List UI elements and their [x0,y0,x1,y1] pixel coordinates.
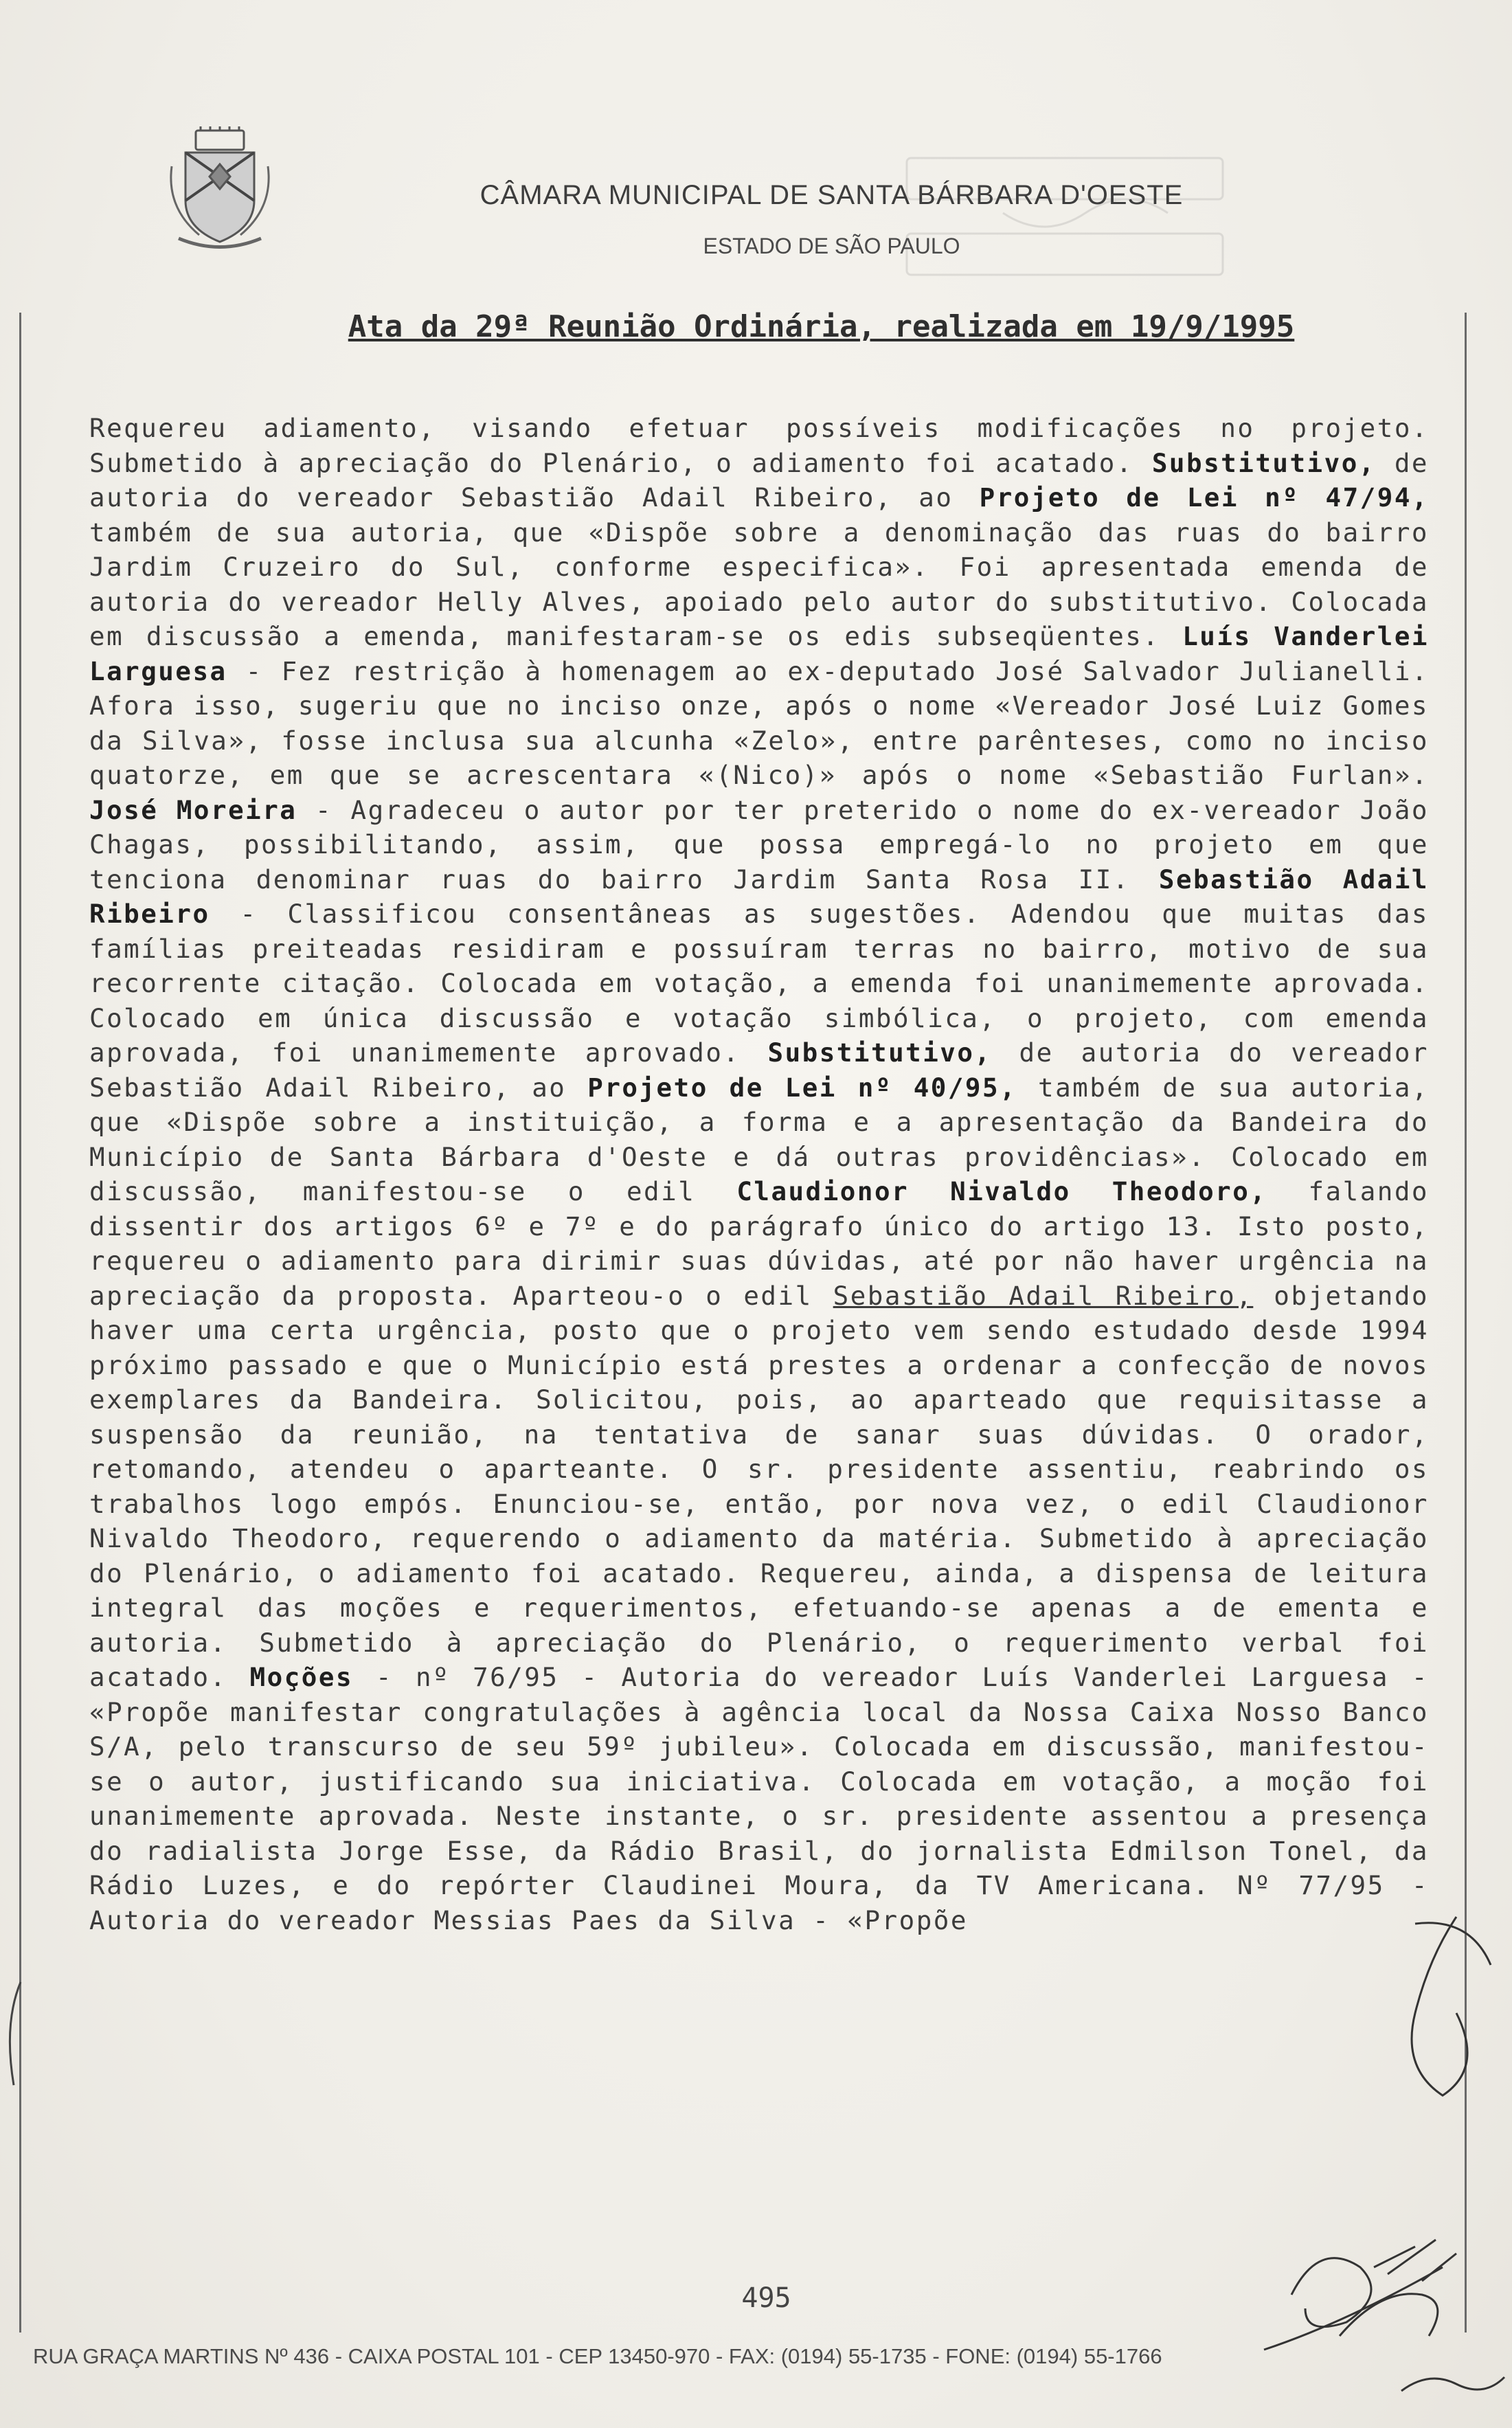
handwritten-signature-icon [1250,1910,1512,2428]
minutes-body [89,411,1429,1937]
stamp-ghost-mark [893,131,1237,302]
speaker-name: Sebastião Adail Ribeiro [89,864,1429,929]
institution-state: ESTADO DE SÃO PAULO [703,234,960,258]
text-segment: também de sua autoria, que «Dispõe sobre a denominação das ruas do bairro Jardim Cruzeiro do Sul, conforme especifica». Foi apresentada emenda de autoria do vereador Helly Alves, apoiado pelo autor do substitutivo. Colocada em discussão a emenda, manifestaram-se os edis subseqüentes. [89,517,1429,651]
bold-term: Projeto de Lei nº 40/95, [587,1072,1017,1103]
text-segment: de autoria do vereador Sebastião Adail Ribeiro, ao [89,447,1429,513]
bold-term: Substitutivo, [767,1037,992,1068]
text-segment: - Classificou consentâneas as sugestões. Adendou que muitas das famílias preiteadas residiram e possuíram terras no bairro, motivo de sua recorrente citação. Colocada em votação, a emenda foi unanimemente aprovada. Colocado em única discussão e votação simbólica, o projeto, com emenda aprovada, foi unanimemente aprovado. [89,899,1429,1068]
text-segment: de autoria do vereador Sebastião Adail Ribeiro, ao [89,1037,1429,1103]
bold-term: Moções [249,1662,354,1692]
institution-name: CÂMARA MUNICIPAL DE SANTA BÁRBARA D'OESTE [479,180,1184,210]
page-number: 495 [741,2282,791,2314]
text-segment: - Agradeceu o autor por ter preterido o nome do ex-vereador João Chagas, possibilitando, assim, que possa empregá-lo no projeto em que tenciona denominar ruas do bairro Jardim Santa Rosa II. [89,794,1429,895]
text-segment: Requereu adiamento, visando efetuar possíveis modificações no projeto. Submetido à apreciação do Plenário, o adiamento foi acatado. [89,413,1429,478]
text-segment: - nº 76/95 - Autoria do vereador Luís Vanderlei Larguesa - «Propõe manifestar congratulações à agência local da Nossa Caixa Nosso Banco S/A, pelo transcurso de seu 59º jubileu». Colocada em discussão, manifestou-se o autor, justificando sua iniciativa. Colocada em votação, a moção foi unanimemente aprovada. Neste instante, o sr. presidente assentou a presença do radialista Jorge Esse, da Rádio Brasil, do jornalista Edmilson Tonel, da Rádio Luzes, e do repórter Claudinei Moura, da TV Americana. Nº 77/95 - Autoria do vereador Messias Paes da Silva - «Propõe [89,1662,1429,1935]
text-segment: - Fez restrição à homenagem ao ex-deputado José Salvador Julianelli. Afora isso, sugeriu que no inciso onze, após o nome «Vereador José Luiz Gomes da Silva», fosse inclusa sua alcunha «Zelo», entre parênteses, como no inciso quatorze, em que se acrescentara «(Nico)» após o nome «Sebastião Furlan». [89,655,1429,790]
underlined-name: Sebastião Adail Ribeiro, [833,1280,1254,1311]
footer-address: RUA GRAÇA MARTINS Nº 436 - CAIXA POSTAL 101 - CEP 13450-970 - FAX: (0194) 55-1735 - FONE: (0194) 55-1766 [33,2344,1162,2368]
document-title: Ata da 29ª Reunião Ordinária, realizada em 19/9/1995 [348,309,1295,344]
bold-term: Projeto de Lei nº 47/94, [979,482,1429,513]
text-segment: falando dissentir dos artigos 6º e 7º e do parágrafo único do artigo 13. Isto posto, requereu o adiamento para dirimir suas dúvidas, até por não haver urgência na apreciação da proposta. Aparteou-o o edil [89,1176,1430,1311]
speaker-name: José Moreira [89,794,297,825]
bold-term: Substitutivo, [1151,447,1376,478]
speaker-name: Claudionor Nivaldo Theodoro, [736,1176,1267,1206]
text-segment: objetando haver uma certa urgência, posto que o projeto vem sendo estudado desde 1994 próximo passado e que o Município está prestes a ordenar a confecção de novos exemplares da Bandeira. Solicitou, pois, ao aparteado que requisitasse a suspensão da reunião, na tentativa de sanar suas dúvidas. O orador, retomando, atendeu o aparteante. O sr. presidente assentiu, reabrindo os trabalhos logo empós. Enunciou-se, então, por nova vez, o edil Claudionor Nivaldo Theodoro, requerendo o adiamento da matéria. Submetido à apreciação do Plenário, o adiamento foi acatado. Requereu, ainda, a dispensa de leitura integral das moções e requerimentos, efetuando-se apenas a de ementa e autoria. Submetido à apreciação do Plenário, o requerimento verbal foi acatado. [89,1280,1429,1692]
handwritten-mark-left [0,1979,27,2089]
text-segment: também de sua autoria, que «Dispõe sobre a instituição, a forma e a apresentação da Bandeira do Município de Santa Bárbara d'Oeste e dá outras providências». Colocado em discussão, manifestou-se o edil [89,1072,1430,1206]
speaker-name: Luís Vanderlei Larguesa [89,621,1430,686]
